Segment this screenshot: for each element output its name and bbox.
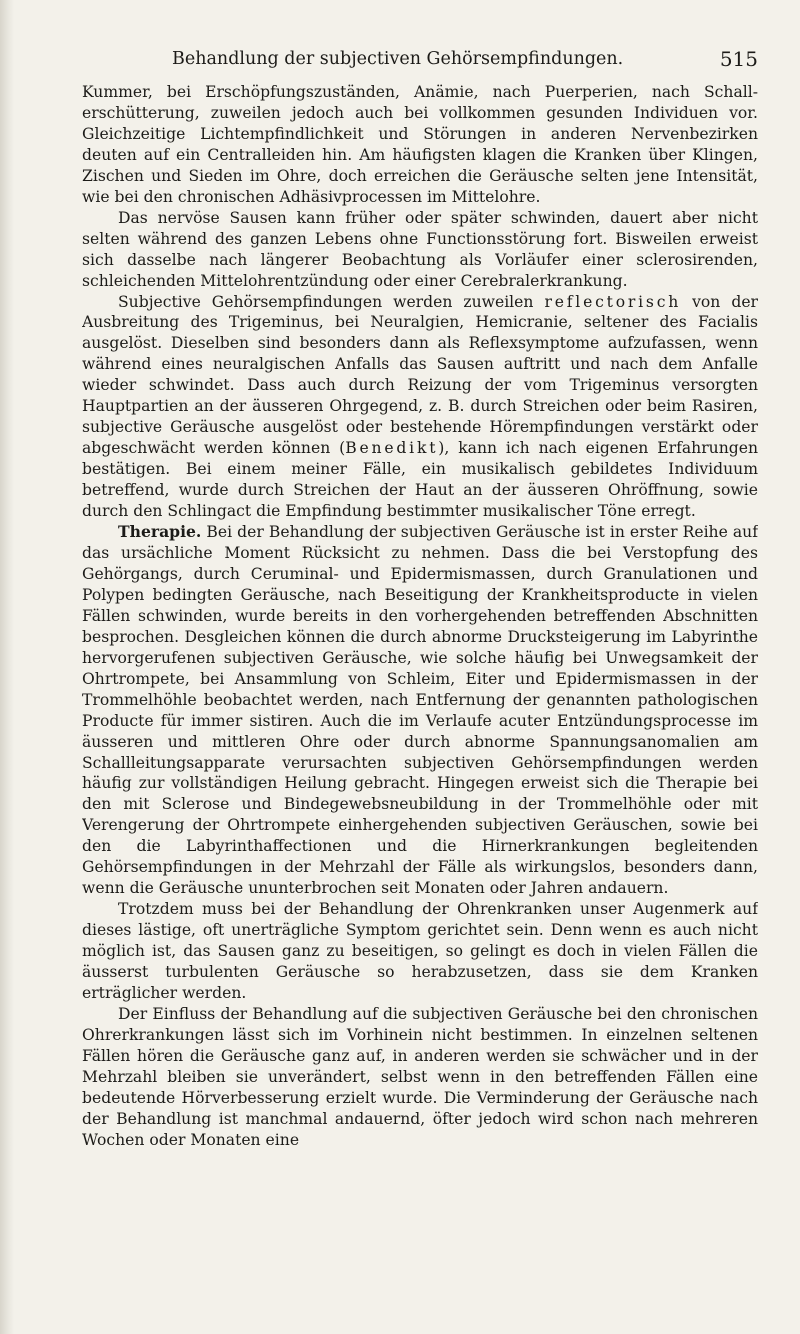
book-page xyxy=(82,46,758,1316)
paragraph-3-part-2: von der Ausbreitung des Trigeminus, bei Neuralgien, Hemicranie, seltener des Facialis ausgelöst. Dieselben sind besonders dann als Reflexsymptome aufzufassen, wenn während eines neuralgischen Anfalls das Sausen auftritt und nach dem Anfalle wieder schwindet. Dass auch durch Reizung der vom Trigeminus versorgten Hauptpartien an der äusseren Ohrgegend, z. B. durch Streichen oder beim Rasiren, subjective Geräusche ausgelöst oder bestehende Hörempfindungen verstärkt oder abgeschwächt werden können ( xyxy=(82,292,758,458)
paragraph-3-part-1: Subjective Gehörsempfindungen werden zuweilen xyxy=(118,292,545,311)
page-number: 515 xyxy=(719,47,758,71)
paragraph-3-part-3: ), kann ich nach eigenen Erfahrungen bestätigen. Bei einem meiner Fälle, ein musikalisch gebildetes Individuum betreffend, wurde durch Streichen der Haut an der äusseren Ohröffnung, sowie durch den Schlingact die Empfindung bestimmter musikalischer Töne erregt. xyxy=(82,439,758,521)
paragraph-4-text: Bei der Behandlung der subjectiven Geräusche ist in erster Reihe auf das ursächliche Moment Rücksicht zu nehmen. Dass die bei Verstopfung des Gehörgangs, durch Ceruminal- und Epidermismassen, durch Granulationen und Polypen bedingten Geräusche, nach Beseitigung der Krankheitsproducte in vielen Fällen schwinden, wurde bereits in den vorhergehenden betreffenden Abschnitten besprochen. Desgleichen können die durch abnorme Drucksteigerung im Labyrinthe hervorgerufenen subjectiven Geräusche, wie solche häufig bei Unwegsamkeit der Ohrtrompete, bei Ansammlung von Schleim, Eiter und Epidermismassen in der Trommelhöhle beobachtet werden, nach Entfernung der genannten pathologischen Producte für immer sistiren. Auch die im Verlaufe acuter Entzündungsprocesse im äusseren und mittleren Ohre oder durch abnorme Spannungsanomalien am Schallleitungsapparate verursachten subjectiven Gehörsempfindungen werden häufig zur vollständigen Heilung gebracht. Hingegen erweist sich die Therapie bei den mit Sclerose und Bindegewebsneubildung in der Trommelhöhle oder mit Verengerung der Ohrtrompete einhergehenden subjectiven Geräuschen, sowie bei den die Labyrinthaffectionen und die Hirnerkrankungen begleitenden Gehörsempfindungen in der Mehrzahl der Fälle als wirkungslos, besonders dann, wenn die Geräusche ununterbrochen seit Monaten oder Jahren andauern. xyxy=(82,523,758,898)
binding-shadow xyxy=(0,0,14,1334)
section-lead-therapie: Therapie. xyxy=(118,522,202,542)
paragraph-6: Der Einfluss der Behandlung auf die subjectiven Geräusche bei den chronischen Ohrerkrankungen lässt sich im Vorhinein nicht bestimmen. In einzelnen seltenen Fällen hören die Geräusche ganz auf, in anderen werden sie schwächer und in der Mehrzahl bleiben sie unverändert, selbst wenn in den betreffenden Fällen eine bedeutende Hörverbesserung erzielt wurde. Die Verminderung der Geräusche nach der Behandlung ist manchmal andauernd, öfter jedoch wird schon nach mehreren Wochen oder Monaten eine xyxy=(82,1004,758,1149)
running-header xyxy=(82,46,758,78)
paragraph-3 xyxy=(82,292,758,522)
running-title: Behandlung der subjectiven Gehörsempfindungen. xyxy=(172,49,624,69)
paragraph-2: Das nervöse Sausen kann früher oder später schwinden, dauert aber nicht selten während des ganzen Lebens ohne Functionsstörung fort. Bisweilen erweist sich dasselbe nach längerer Beobachtung als Vorläufer einer sclerosirenden, schleichenden Mittelohrentzündung oder einer Cerebralerkrankung. xyxy=(82,208,758,290)
body-text xyxy=(82,82,758,1151)
spaced-author-benedikt: Benedikt xyxy=(345,439,439,458)
paragraph-5: Trotzdem muss bei der Behandlung der Ohrenkranken unser Augenmerk auf dieses lästige, oft unerträgliche Symptom gerichtet sein. Denn wenn es auch nicht möglich ist, das Sausen ganz zu beseitigen, so gelingt es doch in vielen Fällen die äusserst turbulenten Geräusche so herabzusetzen, dass sie dem Kranken erträglicher werden. xyxy=(82,900,758,1002)
paragraph-4 xyxy=(82,522,758,899)
paragraph-1: Kummer, bei Erschöpfungszuständen, Anämie, nach Puerperien, nach Schallerschütterung, zuweilen jedoch auch bei vollkommen gesunden Individuen vor. Gleichzeitige Lichtempfindlichkeit und Störungen in anderen Nervenbezirken deuten auf ein Centralleiden hin. Am häufigsten klagen die Kranken über Klingen, Zischen und Sieden im Ohre, doch erreichen die Geräusche selten jene Intensität, wie bei den chronischen Adhäsivprocessen im Mittelohre. xyxy=(82,83,758,206)
spaced-term-reflectorisch: reflectorisch xyxy=(544,292,682,311)
